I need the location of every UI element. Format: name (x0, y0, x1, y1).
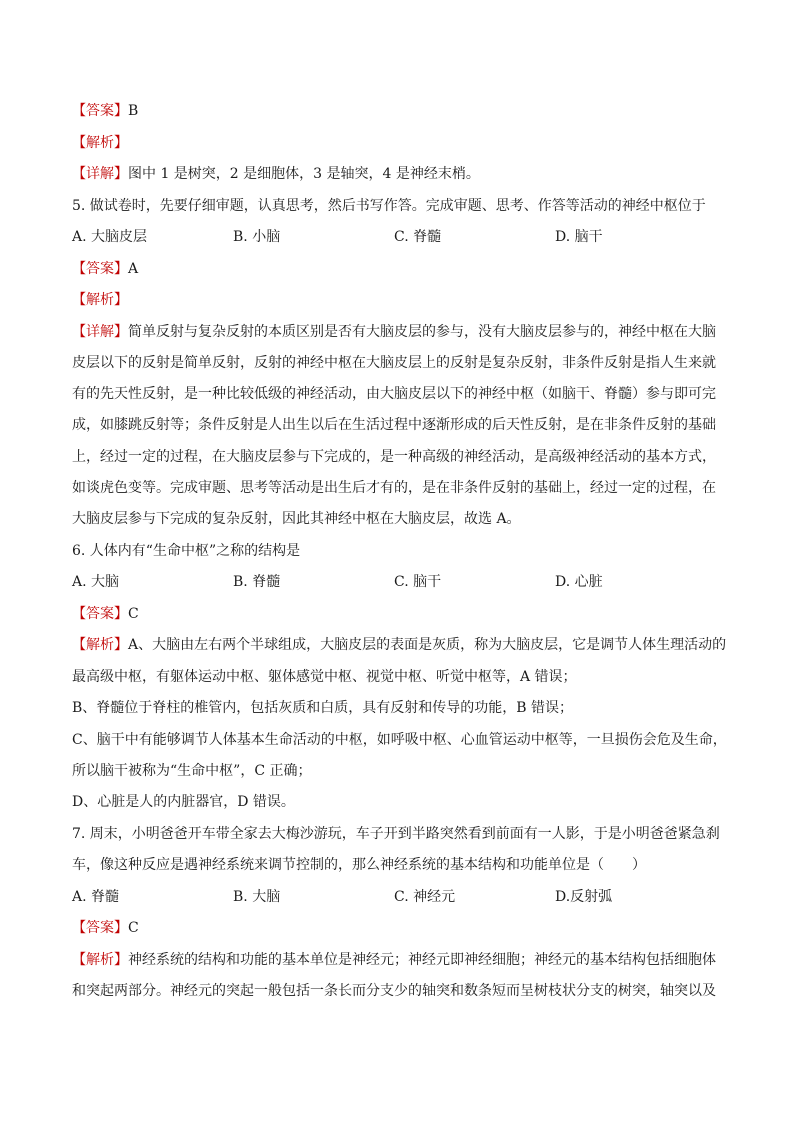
paragraph-line: 7. 周末，小明爸爸开车带全家去大梅沙游玩，车子开到半路突然看到前面有一人影，于是小明爸爸紧急刹 (72, 825, 720, 842)
line-text: 简单反射与复杂反射的本质区别是否有大脑皮层的参与，没有大脑皮层参与的，神经中枢在大脑 (128, 323, 716, 340)
answer-options (72, 226, 724, 250)
paragraph-line (72, 163, 724, 187)
line-text: 图中 1 是树突，2 是细胞体，3 是轴突，4 是神经末梢。 (128, 166, 480, 182)
option-item: C. 神经元 (394, 888, 456, 905)
section-tag: 【详解】 (72, 166, 128, 182)
answer-line (72, 132, 724, 156)
text-paragraph (72, 729, 727, 784)
paragraph-line: C、脑干中有能够调节人体基本生命活动的中枢，如呼吸中枢、心血管运动中枢等，一旦损伤会危及生命， (72, 731, 727, 748)
section-tag: 【解析】 (72, 134, 128, 151)
explanation-paragraph (72, 949, 724, 1004)
paragraph-line (72, 949, 724, 973)
option-item: C. 脊髓 (394, 229, 442, 245)
paragraph-line (72, 383, 724, 407)
section-tag: 【解析】 (72, 637, 128, 654)
paragraph-line (72, 477, 724, 501)
section-tag: 【答案】 (72, 605, 128, 622)
answer-line (72, 258, 724, 282)
option-item: B. 大脑 (233, 888, 281, 905)
option-item: D.反射弧 (555, 888, 613, 905)
answer-options (72, 571, 724, 595)
answer-text: C (128, 920, 139, 937)
line-text: 上，经过一定的过程，在大脑皮层参与下完成的，是一种高级的神经活动，是高级神经活动的基本方式， (72, 448, 716, 465)
line-text: 有的先天性反射，是一种比较低级的神经活动，由大脑皮层以下的神经中枢（如脑干、脊髓）参与即可完 (72, 386, 716, 403)
document-body (72, 100, 727, 1011)
text-paragraph (72, 823, 724, 878)
answer-text: B (128, 103, 139, 119)
answer-options (72, 886, 724, 910)
answer-line (72, 603, 724, 627)
answer-line (72, 289, 724, 313)
answer-text: C (128, 605, 139, 622)
option-item: D. 脑干 (555, 229, 603, 245)
line-text: 最高级中枢，有躯体运动中枢、躯体感觉中枢、视觉中枢、听觉中枢等，A 错误； (72, 668, 577, 685)
paragraph-line: 车，像这种反应是遇神经系统来调节控制的，那么神经系统的基本结构和功能单位是（ ） (72, 857, 646, 874)
answer-line (72, 100, 724, 124)
section-tag: 【详解】 (72, 323, 128, 340)
paragraph-line (72, 666, 724, 690)
explanation-line: D、心脏是人的内脏器官，D 错误。 (72, 794, 295, 811)
paragraph-line (72, 352, 724, 376)
line-text: 皮层以下的反射是简单反射，反射的神经中枢在大脑皮层上的反射是复杂反射，非条件反射是指人生来就 (72, 354, 716, 371)
paragraph-line (72, 980, 724, 1004)
line-text: 和突起两部分。神经元的突起一般包括一条长而分支少的轴突和数条短而呈树枝状分支的树突，轴突以及 (72, 982, 716, 999)
paragraph-line (72, 634, 727, 658)
paragraph-line (72, 446, 724, 470)
option-item: C. 脑干 (394, 574, 442, 591)
answer-text: A (128, 260, 139, 277)
option-item: A. 大脑 (72, 574, 120, 591)
section-tag: 【答案】 (72, 260, 128, 277)
line-text: 大脑皮层参与下完成的复杂反射，因此其神经中枢在大脑皮层，故选 A。 (72, 511, 521, 528)
paragraph-line: 所以脑干被称为“生命中枢”，C 正确； (72, 762, 312, 779)
line-text: 神经系统的结构和功能的基本单位是神经元；神经元即神经细胞；神经元的基本结构包括细胞体 (128, 951, 716, 968)
option-item: B. 脊髓 (233, 574, 281, 591)
explanation-paragraph (72, 163, 724, 187)
option-item: A. 大脑皮层 (72, 229, 148, 245)
option-item: B. 小脑 (233, 229, 281, 245)
paragraph-line (72, 321, 724, 345)
explanation-paragraph (72, 634, 727, 689)
line-text: 成，如膝跳反射等；条件反射是人出生以后在生活过程中逐渐形成的后天性反射，是在非条件反射的基础 (72, 417, 716, 434)
option-item: D. 心脏 (555, 574, 603, 591)
line-text: A、大脑由左右两个半球组成，大脑皮层的表面是灰质，称为大脑皮层，它是调节人体生理活动的 (128, 637, 727, 654)
section-tag: 【解析】 (72, 951, 128, 968)
line-text: 如谈虎色变等。完成审题、思考等活动是出生后才有的，是在非条件反射的基础上，经过一定的过程，在 (72, 479, 716, 496)
section-tag: 【解析】 (72, 292, 128, 308)
answer-line (72, 917, 724, 941)
section-tag: 【答案】 (72, 920, 128, 937)
paragraph-line (72, 414, 724, 438)
question-stem: 5. 做试卷时，先要仔细审题，认真思考，然后书写作答。完成审题、思考、作答等活动的神经中枢位于 (72, 197, 706, 214)
explanation-line: B、脊髓位于脊柱的椎管内，包括灰质和白质，具有反射和传导的功能，B 错误； (72, 700, 574, 717)
question-stem: 6. 人体内有“生命中枢”之称的结构是 (72, 542, 301, 559)
explanation-paragraph (72, 321, 724, 532)
option-item: A. 脊髓 (72, 888, 120, 905)
section-tag: 【答案】 (72, 103, 128, 119)
paragraph-line (72, 508, 724, 532)
